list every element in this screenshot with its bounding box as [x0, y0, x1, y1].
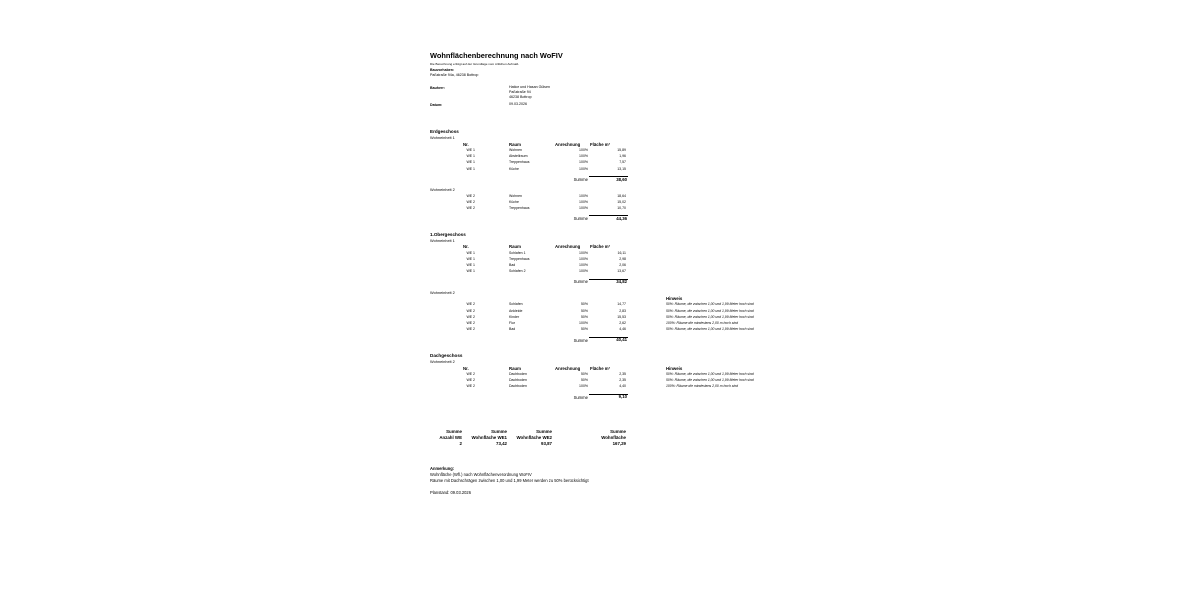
row-nr: WE 1 — [466, 269, 475, 274]
row-flaeche: 2,62 — [619, 321, 626, 325]
column-header-flaeche: Fläche m² — [590, 365, 611, 371]
anmerkung-line-1: Wohnfläche (Wfl.) nach Wohnflächenverordnung WoFIV — [430, 472, 532, 477]
bauherr-line-1: Hatice und Hasan Gülsen — [509, 85, 550, 89]
row-anrechnung: 100% — [579, 321, 588, 325]
row-nr: WE 1 — [466, 256, 475, 261]
row-raum: Flur — [509, 321, 516, 325]
column-header-hinweis: Hinweis — [666, 296, 683, 302]
row-nr: WE 2 — [466, 193, 475, 198]
row-raum: Wohnen — [509, 147, 522, 152]
datum-value: 09.03.2026 — [509, 102, 527, 106]
row-nr: WE 1 — [466, 250, 475, 255]
row-flaeche: 2,98 — [619, 256, 626, 261]
column-header-anrechnung: Anrechnung — [555, 365, 581, 371]
sum-label: Summe — [573, 337, 588, 343]
sum-value: 9,10 — [618, 394, 627, 400]
row-hinweis: 50%: Räume, die zwischen 1,00 und 1,99 Meter hoch sind — [666, 302, 754, 307]
row-flaeche: 4,46 — [619, 327, 626, 332]
row-raum: Dachboden — [509, 378, 527, 382]
row-flaeche: 13,67 — [617, 269, 626, 274]
sum-label: Summe — [573, 176, 588, 182]
row-flaeche: 15,53 — [617, 314, 626, 319]
unit-title: Wohneinheit 2 — [430, 359, 455, 365]
bauherr-line-3: 46238 Bottrop — [509, 95, 532, 99]
total-we2-label: Summe Wohnfläche WE2 — [516, 429, 552, 440]
row-flaeche: 10,70 — [617, 205, 626, 210]
row-flaeche: 14,77 — [617, 302, 626, 307]
row-nr: WE 2 — [466, 327, 475, 332]
row-nr: WE 2 — [466, 371, 475, 376]
row-hinweis: 100%: Räume die mindestens 2,00 m hoch sind — [666, 321, 738, 325]
row-anrechnung: 50% — [580, 308, 588, 313]
column-header-flaeche: Fläche m² — [590, 244, 611, 250]
row-flaeche: 4,40 — [619, 384, 626, 389]
row-nr: WE 2 — [466, 314, 475, 319]
row-anrechnung: 100% — [579, 262, 588, 267]
row-anrechnung: 100% — [579, 154, 588, 159]
unit-title: Wohneinheit 2 — [430, 187, 455, 193]
row-hinweis: 50%: Räume, die zwischen 1,00 und 1,99 Meter hoch sind — [666, 327, 754, 332]
unit-title: Wohneinheit 2 — [430, 289, 455, 295]
bauvorhaben-value: Paßstraße 94a, 46238 Bottrop — [430, 73, 479, 77]
sum-value: 40,41 — [616, 337, 627, 343]
row-raum: Schlafen — [509, 302, 523, 307]
row-anrechnung: 50% — [580, 378, 588, 382]
row-flaeche: 18,64 — [617, 193, 626, 198]
row-anrechnung: 100% — [579, 199, 588, 204]
total-we2-value: 93,87 — [541, 441, 552, 446]
row-raum: Treppenhaus — [509, 160, 530, 165]
total-we1-label: Summe Wohnfläche WE1 — [471, 429, 507, 440]
row-nr: WE 1 — [466, 154, 475, 159]
row-raum: Treppenhaus — [509, 256, 530, 261]
sum-value: 34,82 — [616, 279, 627, 285]
row-anrechnung: 100% — [579, 256, 588, 261]
column-header-hinweis: Hinweis — [666, 365, 683, 371]
row-flaeche: 13,15 — [617, 166, 626, 171]
row-raum: Küche — [509, 199, 519, 204]
row-nr: WE 1 — [466, 262, 475, 267]
sum-label: Summe — [573, 394, 588, 400]
row-flaeche: 16,11 — [617, 250, 626, 255]
row-raum: Ankleide — [509, 308, 523, 313]
row-nr: WE 2 — [466, 308, 475, 313]
row-raum: Küche — [509, 166, 519, 171]
total-anzahl-value: 2 — [459, 441, 462, 446]
sum-label: Summe — [573, 216, 588, 222]
column-header-raum: Raum — [509, 365, 521, 371]
row-hinweis: 50%: Räume, die zwischen 1,00 und 1,99 Meter hoch sind — [666, 314, 754, 319]
total-wohnflaeche-label: Summe Wohnfläche — [601, 429, 626, 440]
row-raum: Abstellraum — [509, 154, 528, 159]
anmerkung-line-2: Räume mit Dachschrägen zwischen 1,00 und 1,99 Meter werden zu 50% berücksichtigt — [430, 478, 589, 483]
row-flaeche: 2,06 — [619, 262, 626, 267]
total-we1-value: 73,42 — [496, 441, 507, 446]
total-anzahl-label: Summe Anzahl WE — [439, 429, 462, 440]
row-hinweis: 50%: Räume, die zwischen 1,00 und 1,99 Meter hoch sind — [666, 371, 754, 376]
row-raum: Bad — [509, 262, 516, 267]
planstand: Planstand: 09.03.2026 — [430, 490, 471, 495]
total-wohnflaeche-value: 167,29 — [612, 441, 626, 446]
row-nr: WE 2 — [466, 384, 475, 389]
row-anrechnung: 50% — [580, 314, 588, 319]
row-nr: WE 1 — [466, 166, 475, 171]
row-anrechnung: 50% — [580, 327, 588, 332]
row-anrechnung: 100% — [579, 269, 588, 274]
bauherr-line-2: Paßstraße 94 — [509, 90, 531, 94]
row-raum: Schlafen 1 — [509, 250, 526, 255]
row-raum: Dachboden — [509, 384, 527, 389]
column-header-nr: Nr. — [463, 141, 469, 147]
sum-value: 44,36 — [616, 215, 627, 221]
page-subtitle: Die Berechnung erfolgt auf der Grundlage vom örtlichen Aufmaß. — [430, 62, 520, 66]
row-nr: WE 2 — [466, 378, 475, 382]
row-anrechnung: 100% — [579, 147, 588, 152]
bauherr-label: Bauherr: — [430, 86, 445, 90]
unit-title: Wohneinheit 1 — [430, 237, 455, 243]
row-hinweis: 100%: Räume die mindestens 2,00 m hoch sind — [666, 384, 738, 389]
row-anrechnung: 100% — [579, 250, 588, 255]
row-raum: Wohnen — [509, 193, 522, 198]
sum-label: Summe — [573, 279, 588, 285]
row-nr: WE 2 — [466, 205, 475, 210]
unit-title: Wohneinheit 1 — [430, 135, 455, 141]
section-title: 1.Obergeschoss — [430, 231, 466, 237]
anmerkung-label: Anmerkung: — [430, 466, 455, 471]
row-anrechnung: 50% — [580, 371, 588, 376]
row-hinweis: 50%: Räume, die zwischen 1,00 und 1,99 Meter hoch sind — [666, 308, 754, 313]
row-nr: WE 1 — [466, 160, 475, 165]
row-nr: WE 1 — [466, 147, 475, 152]
row-raum: Dachboden — [509, 371, 527, 376]
column-header-nr: Nr. — [463, 244, 469, 250]
row-raum: Schlafen 2 — [509, 269, 526, 274]
row-flaeche: 2,35 — [619, 378, 626, 382]
row-flaeche: 2,83 — [619, 308, 626, 313]
column-header-flaeche: Fläche m² — [590, 141, 611, 147]
section-title: Erdgeschoss — [430, 129, 459, 134]
row-flaeche: 2,35 — [619, 371, 626, 376]
column-header-anrechnung: Anrechnung — [555, 141, 581, 147]
row-nr: WE 2 — [466, 321, 475, 325]
row-anrechnung: 50% — [580, 302, 588, 307]
row-nr: WE 2 — [466, 302, 475, 307]
row-flaeche: 15,89 — [617, 147, 626, 152]
column-header-raum: Raum — [509, 244, 521, 250]
datum-label: Datum: — [430, 103, 443, 107]
section-title: Dachgeschoss — [430, 352, 463, 358]
row-anrechnung: 100% — [579, 193, 588, 198]
column-header-nr: Nr. — [463, 365, 469, 371]
row-anrechnung: 100% — [579, 205, 588, 210]
row-flaeche: 1,96 — [619, 154, 626, 159]
column-header-raum: Raum — [509, 141, 521, 147]
row-raum: Kinder — [509, 314, 520, 319]
row-raum: Bad — [509, 327, 516, 332]
row-raum: Treppenhaus — [509, 205, 530, 210]
row-hinweis: 50%: Räume, die zwischen 1,00 und 1,99 Meter hoch sind — [666, 378, 754, 382]
row-anrechnung: 100% — [579, 160, 588, 165]
row-flaeche: 7,57 — [619, 160, 626, 165]
row-anrechnung: 100% — [579, 384, 588, 389]
sum-value: 38,60 — [616, 176, 627, 182]
page-title: Wohnflächenberechnung nach WoFIV — [430, 51, 563, 60]
column-header-anrechnung: Anrechnung — [555, 244, 581, 250]
bauvorhaben-label: Bauvorhaben: — [430, 68, 455, 72]
row-flaeche: 15,02 — [617, 199, 626, 204]
row-anrechnung: 100% — [579, 166, 588, 171]
row-nr: WE 2 — [466, 199, 475, 204]
